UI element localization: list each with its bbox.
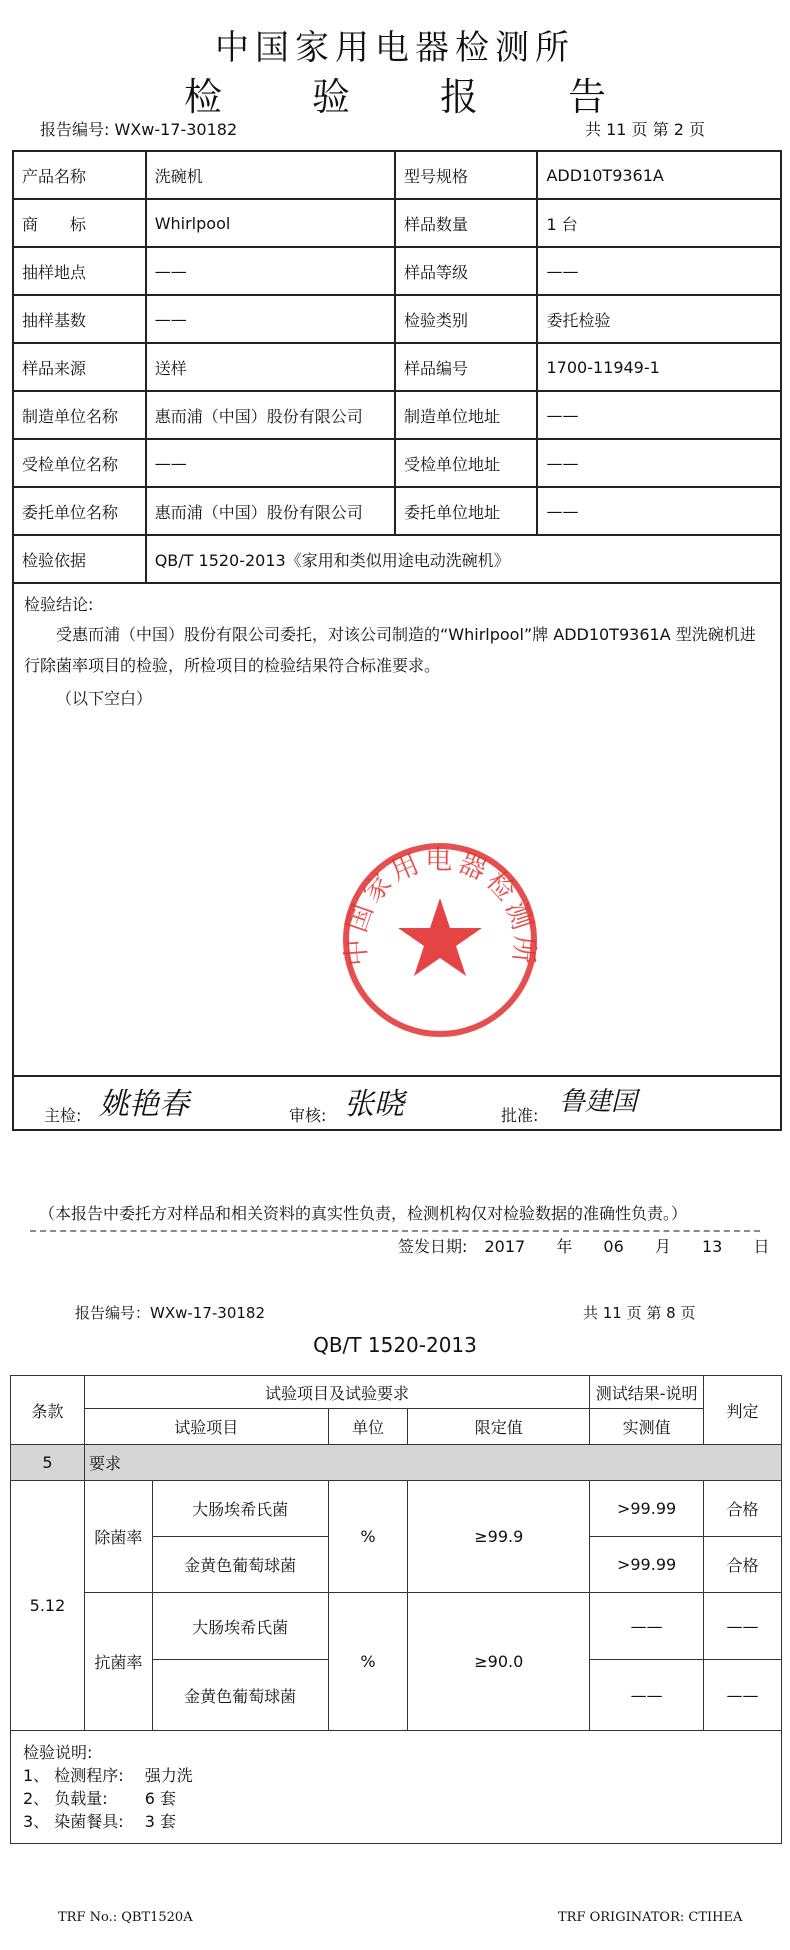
field-value: 洗碗机 xyxy=(146,151,395,199)
year-unit: 年 xyxy=(556,1237,573,1256)
sig-chief-label: 主检: xyxy=(44,1106,82,1125)
measured-value: —— xyxy=(590,1593,704,1660)
head-judge: 判定 xyxy=(704,1376,782,1445)
head-limit: 限定值 xyxy=(408,1409,590,1445)
info-row xyxy=(13,151,781,199)
measured-value: —— xyxy=(590,1660,704,1731)
info-row xyxy=(13,487,781,535)
group-name: 除菌率 xyxy=(84,1481,152,1593)
judge-value: —— xyxy=(704,1660,782,1731)
unit-value: % xyxy=(328,1481,408,1593)
issue-day: 13 xyxy=(701,1237,723,1256)
test-item: 金黄色葡萄球菌 xyxy=(152,1537,328,1593)
header-row-1 xyxy=(11,1376,782,1409)
doc-title-char: 检 xyxy=(183,75,222,119)
basis-value: QB/T 1520-2013《家用和类似用途电动洗碗机》 xyxy=(146,535,781,583)
basis-label: 检验依据 xyxy=(13,535,146,583)
head-unit: 单位 xyxy=(328,1409,408,1445)
section-no: 5 xyxy=(11,1445,85,1481)
head-clause: 条款 xyxy=(11,1376,85,1445)
field-value: —— xyxy=(537,439,781,487)
info-row xyxy=(13,247,781,295)
month-unit: 月 xyxy=(654,1237,671,1256)
conclusion-text: 受惠而浦（中国）股份有限公司委托，对该公司制造的“Whirlpool”牌 ADD10T9361A 型洗碗机进行除菌率项目的检验，所检项目的检验结果符合标准要求。 xyxy=(24,625,756,675)
judge-value: —— xyxy=(704,1593,782,1660)
standard-title: QB/T 1520-2013 xyxy=(313,1333,477,1357)
info-row xyxy=(13,199,781,247)
field-value: —— xyxy=(537,487,781,535)
info-row xyxy=(13,439,781,487)
field-value: 惠而浦（中国）股份有限公司 xyxy=(146,487,395,535)
result-row xyxy=(11,1593,782,1660)
field-value: 1700-11949-1 xyxy=(537,343,781,391)
issue-month: 06 xyxy=(603,1237,624,1256)
field-label: 产品名称 xyxy=(13,151,146,199)
sig-approve-label: 批准: xyxy=(501,1106,539,1125)
section-name: 要求 xyxy=(84,1445,781,1481)
signature-cell xyxy=(13,1076,781,1130)
result-row xyxy=(11,1481,782,1537)
seal-text: 中国家用电器检测所 xyxy=(340,844,540,969)
org-title: 中国家用电器检测所 xyxy=(215,28,575,68)
issue-date-label: 签发日期: xyxy=(398,1237,468,1256)
field-label: 受检单位地址 xyxy=(395,439,538,487)
report-number: 报告编号: WXw-17-30182 xyxy=(40,120,238,139)
day-unit: 日 xyxy=(753,1237,770,1256)
field-value: —— xyxy=(537,391,781,439)
field-label: 抽样基数 xyxy=(13,295,146,343)
notes-row xyxy=(11,1731,782,1844)
field-value: ADD10T9361A xyxy=(537,151,781,199)
notes-title: 检验说明: xyxy=(23,1743,93,1762)
limit-value: ≥99.9 xyxy=(408,1481,590,1593)
info-row xyxy=(13,391,781,439)
limit-value: ≥90.0 xyxy=(408,1593,590,1731)
doc-title-char: 报 xyxy=(440,75,479,119)
field-value: Whirlpool xyxy=(146,199,395,247)
judge-value: 合格 xyxy=(704,1537,782,1593)
note-line: 3、 染菌餐具: 3 套 xyxy=(23,1812,177,1831)
field-value: —— xyxy=(146,295,395,343)
report-number-p8: 报告编号：WXw-17-30182 xyxy=(75,1304,266,1322)
section-row xyxy=(11,1445,782,1481)
test-item: 大肠埃希氏菌 xyxy=(152,1481,328,1537)
head-measured: 实测值 xyxy=(590,1409,704,1445)
signature-approve: 鲁建国 xyxy=(559,1087,638,1117)
test-results-table xyxy=(10,1375,782,1844)
trf-originator: TRF ORIGINATOR: CTIHEA xyxy=(558,1910,743,1925)
conclusion-label: 检验结论: xyxy=(24,595,94,614)
info-row xyxy=(13,295,781,343)
header-row-2 xyxy=(11,1409,782,1445)
group-name: 抗菌率 xyxy=(84,1593,152,1731)
field-value: 惠而浦（中国）股份有限公司 xyxy=(146,391,395,439)
field-label: 样品来源 xyxy=(13,343,146,391)
field-value: 1 台 xyxy=(537,199,781,247)
test-item: 大肠埃希氏菌 xyxy=(152,1593,328,1660)
field-label: 委托单位地址 xyxy=(395,487,538,535)
field-label: 样品等级 xyxy=(395,247,538,295)
signature-chief: 姚艳春 xyxy=(99,1087,189,1122)
notes-cell xyxy=(11,1731,782,1844)
field-label: 商 标 xyxy=(13,199,146,247)
page-separator xyxy=(30,1230,760,1232)
measured-value: >99.99 xyxy=(590,1537,704,1593)
signature-review: 张晓 xyxy=(344,1087,404,1122)
blank-note: （以下空白） xyxy=(56,689,153,708)
field-label: 型号规格 xyxy=(395,151,538,199)
info-row xyxy=(13,343,781,391)
unit-value: % xyxy=(328,1593,408,1731)
head-items-req: 试验项目及试验要求 xyxy=(84,1376,589,1409)
page-count-p8: 共 11 页 第 8 页 xyxy=(583,1304,696,1322)
field-value: 委托检验 xyxy=(537,295,781,343)
field-label: 抽样地点 xyxy=(13,247,146,295)
field-label: 制造单位地址 xyxy=(395,391,538,439)
head-item: 试验项目 xyxy=(84,1409,328,1445)
official-seal-icon xyxy=(340,840,540,1040)
field-value: 送样 xyxy=(146,343,395,391)
field-label: 制造单位名称 xyxy=(13,391,146,439)
disclaimer: （本报告中委托方对样品和相关资料的真实性负责，检测机构仅对检验数据的准确性负责。） xyxy=(39,1204,688,1223)
trf-number: TRF No.: QBT1520A xyxy=(58,1910,193,1925)
doc-title-char: 验 xyxy=(311,75,350,119)
field-value: —— xyxy=(537,247,781,295)
doc-title xyxy=(0,66,790,121)
test-item: 金黄色葡萄球菌 xyxy=(152,1660,328,1731)
clause-no: 5.12 xyxy=(11,1481,85,1731)
field-value: —— xyxy=(146,247,395,295)
issue-year: 2017 xyxy=(484,1237,526,1256)
note-line: 1、 检测程序: 强力洗 xyxy=(23,1766,193,1785)
note-line: 2、 负载量: 6 套 xyxy=(23,1789,177,1808)
sig-review-label: 审核: xyxy=(289,1106,327,1125)
issue-date xyxy=(398,1234,769,1257)
field-label: 委托单位名称 xyxy=(13,487,146,535)
field-label: 受检单位名称 xyxy=(13,439,146,487)
field-label: 检验类别 xyxy=(395,295,538,343)
field-label: 样品编号 xyxy=(395,343,538,391)
page-count: 共 11 页 第 2 页 xyxy=(585,120,705,139)
signature-row xyxy=(13,1076,781,1130)
judge-value: 合格 xyxy=(704,1481,782,1537)
measured-value: >99.99 xyxy=(590,1481,704,1537)
doc-title-char: 告 xyxy=(568,75,607,119)
head-result-desc: 测试结果-说明 xyxy=(590,1376,704,1409)
field-value: —— xyxy=(146,439,395,487)
basis-row xyxy=(13,535,781,583)
field-label: 样品数量 xyxy=(395,199,538,247)
